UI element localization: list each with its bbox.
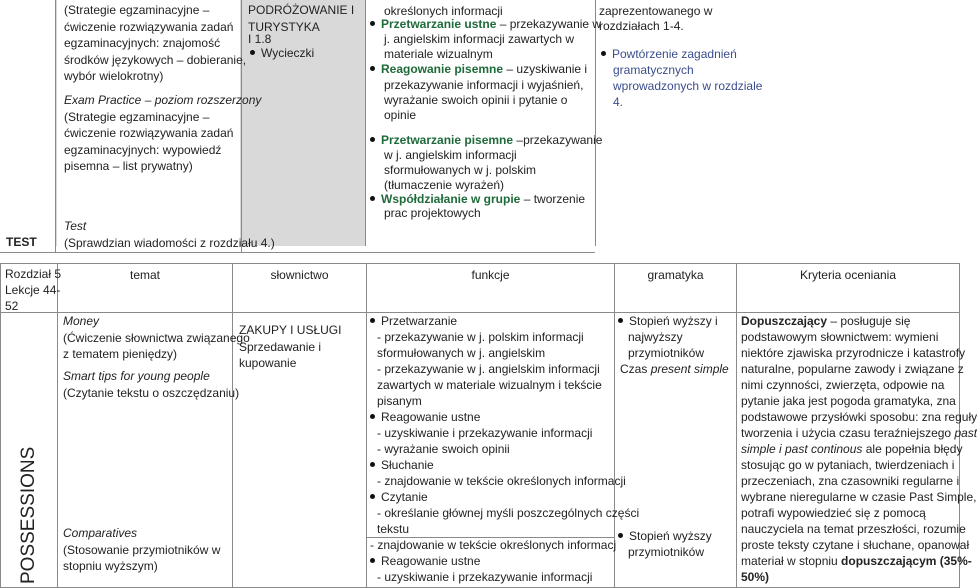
- func-text: – uzyskiwanie i: [503, 62, 588, 76]
- bullet-icon: [370, 137, 375, 142]
- criteria-line: [741, 441, 962, 458]
- criteria-text: ale popełnia błędy: [862, 442, 963, 456]
- func-line: - przekazywanie w j. polskim informacji: [377, 330, 584, 344]
- func-line: tekstu: [377, 522, 410, 536]
- exam-practice-title: Exam Practice – poziom rozszerzony: [64, 93, 262, 107]
- criteria-line: [741, 553, 972, 570]
- func-line: - wyrażanie swoich opinii: [377, 442, 510, 456]
- func-line: - uzyskiwanie i przekazywanie informacji: [377, 426, 593, 440]
- vocab-title: ZAKUPY I USŁUGI: [239, 323, 342, 337]
- bullet-icon: [370, 414, 375, 419]
- func-heading: Reagowanie ustne: [381, 410, 481, 424]
- func-item: [370, 489, 428, 506]
- func-heading: Słuchanie: [381, 458, 434, 472]
- gram-line: wprowadzonych w rozdziale: [613, 79, 763, 93]
- func-text: – tworzenie: [520, 192, 586, 206]
- func-heading: Reagowanie ustne: [381, 554, 481, 568]
- exam-practice-line: pisemna – list prywatny): [64, 159, 193, 173]
- criteria-line: naturalne, popularne zawody i związane z: [741, 362, 964, 376]
- criteria-line: podstawowym słownictwem: wymieni: [741, 330, 939, 344]
- grid-line: [0, 263, 1, 588]
- chapter-label: Rozdział 5: [5, 267, 62, 281]
- func-line: w j. angielskim informacji: [384, 148, 517, 162]
- bullet-icon: [370, 462, 375, 467]
- vocab-item-label: Wycieczki: [261, 46, 315, 60]
- gram-line: rozdziałach 1-4.: [599, 19, 684, 33]
- grid-line: [365, 0, 366, 246]
- topic-title: Money: [63, 314, 100, 328]
- exam-col-line: ćwiczenie rozwiązywania zadań: [64, 19, 234, 34]
- func-line: przekazywanie informacji i wyjaśnień,: [384, 78, 584, 92]
- criteria-text: – posługuje się: [827, 314, 911, 328]
- func-heading: Przetwarzanie pisemne: [381, 133, 517, 147]
- grid-line: [55, 0, 56, 252]
- func-line: - znajdowanie w tekście określonych informacji: [377, 474, 626, 488]
- grid-line: [736, 263, 737, 588]
- top-table-white-right: [595, 0, 960, 252]
- func-item: [370, 313, 457, 330]
- exam-col-line: środków językowych – dobieranie,: [64, 52, 247, 67]
- col-header-kryteria: Kryteria oceniania: [799, 268, 897, 282]
- vocab-title-line: TURYSTYKA: [248, 19, 320, 34]
- bullet-icon: [370, 494, 375, 499]
- topic-title: Smart tips for young people: [63, 369, 210, 383]
- vocab-line: kupowanie: [239, 356, 297, 370]
- gram-item-label: Stopień wyższy: [629, 529, 712, 543]
- gram-text-italic: present simple: [650, 362, 729, 376]
- criteria-line: nimi czynności, zwierzęta, odpowie na: [741, 378, 945, 392]
- criteria-line: [741, 313, 910, 330]
- criteria-line: stosując go w pytaniach, twierdzeniach i: [741, 458, 955, 472]
- func-item: [370, 457, 434, 474]
- func-line: pisanym: [377, 394, 422, 408]
- func-item: [370, 409, 480, 426]
- gram-line: najwyższy: [628, 330, 683, 344]
- func-line: opinie: [384, 108, 417, 122]
- func-line: j. angielskim informacji zawartych w: [384, 32, 575, 46]
- grid-line: [57, 263, 58, 588]
- func-line: - znajdowanie w tekście określonych informacj: [370, 538, 617, 552]
- col-header-funkcje: funkcje: [471, 268, 510, 282]
- func-heading: Współdziałanie w grupie: [381, 192, 521, 206]
- criteria-line: 50%): [741, 570, 770, 584]
- topic-line: (Czytanie tekstu o oszczędzaniu): [63, 385, 240, 400]
- func-line: - przekazywanie w j. angielskim informacji: [377, 362, 600, 376]
- bullet-icon: [370, 21, 375, 26]
- gram-line: przymiotników: [628, 346, 705, 360]
- func-line: - określanie głównej myśli poszczególnych części: [377, 506, 640, 520]
- criteria-line: przeczeniach, zna czasowniki regularne i: [741, 474, 960, 488]
- exam-col-line: egzaminacyjnych: znajomość: [64, 36, 221, 50]
- test-title: Test: [64, 219, 87, 233]
- topic-line: (Stosowanie przymiotników w: [63, 542, 221, 557]
- chapter-label: 52: [5, 299, 19, 313]
- col-header-gramatyka: gramatyka: [647, 268, 704, 282]
- grid-line: [241, 0, 242, 252]
- criteria-line: podstawowe przysłówki sposobu: zna reguły: [741, 410, 977, 424]
- func-line: sformułowanych w j. angielskim: [377, 346, 546, 360]
- test-desc: (Sprawdzian wiadomości z rozdziału 4.): [64, 235, 275, 250]
- topic-line: (Ćwiczenie słownictwa związanego: [63, 330, 250, 345]
- criteria-line: proste teksty czytane i słuchane, opanował: [741, 538, 970, 552]
- bullet-icon: [370, 196, 375, 201]
- gram-item: [618, 528, 712, 545]
- divider: [367, 537, 614, 538]
- chapter-label: Lekcje 44-: [5, 283, 61, 297]
- func-text: –przekazywanie: [516, 133, 603, 147]
- test-label: TEST: [6, 235, 37, 249]
- bullet-icon: [370, 558, 375, 563]
- criteria-line: [741, 425, 977, 442]
- gram-item-label: Stopień wyższy i: [629, 314, 718, 328]
- criteria-grade: Dopuszczający: [741, 314, 828, 328]
- gram-line: 4.: [613, 95, 624, 109]
- bullet-icon: [618, 318, 623, 323]
- criteria-line: pytanie jaka jest pogoda gramatyka, zna: [741, 394, 956, 408]
- exam-practice-line: egzaminacyjnych: wypowiedź: [64, 142, 222, 157]
- bullet-icon: [370, 66, 375, 71]
- gram-line: przymiotników: [628, 545, 705, 559]
- func-text: – przekazywanie w: [496, 17, 602, 31]
- criteria-text-italic: past: [954, 426, 977, 440]
- topic-line: z tematem pieniędzy): [63, 347, 178, 361]
- func-line: materiale wizualnym: [384, 47, 493, 61]
- gram-line: [620, 361, 729, 378]
- gram-item: [618, 313, 718, 330]
- func-heading: Czytanie: [381, 490, 428, 504]
- criteria-line: wybrane nieregularne w czasie Past Simple,: [741, 490, 977, 504]
- func-item: [370, 553, 480, 570]
- exam-col-line: wybór wielokrotny): [64, 69, 164, 83]
- section-label: POSSESSIONS: [18, 446, 39, 584]
- func-line: sformułowanych w j. polskim: [384, 163, 537, 177]
- criteria-line: nauczyciela na temat przeszłości, rozumie: [741, 522, 966, 536]
- func-line: zawartych w materiale wizualnym i tekście: [377, 378, 602, 392]
- col-header-slownictwo: słownictwo: [270, 268, 329, 282]
- col-header-temat: temat: [129, 268, 160, 282]
- func-heading: Przetwarzanie: [381, 314, 458, 328]
- func-heading: Reagowanie pisemne: [381, 62, 504, 76]
- criteria-text-bold: dopuszczającym (35%-: [841, 554, 972, 568]
- bullet-icon: [618, 533, 623, 538]
- exam-col-line: (Strategie egzaminacyjne –: [64, 3, 210, 17]
- bullet-icon: [601, 51, 606, 56]
- gram-line: gramatycznych: [613, 63, 694, 77]
- topic-title: Comparatives: [63, 526, 138, 540]
- grid-line: [232, 263, 233, 588]
- vocab-line: Sprzedawanie i: [239, 339, 322, 354]
- func-line: określonych informacji: [384, 4, 503, 18]
- bullet-icon: [370, 318, 375, 323]
- bullet-icon: [250, 50, 255, 55]
- func-line: wyrażanie swoich opinii i pytanie o: [384, 93, 568, 107]
- criteria-line: potrafi wypowiedzieć się z pomocą: [741, 506, 926, 520]
- gram-text: Czas: [620, 362, 651, 376]
- criteria-text-italic: simple i past continous: [741, 442, 863, 456]
- gram-bullet-label: Powtórzenie zagadnień: [612, 47, 737, 61]
- topic-line: stopniu wyższym): [63, 559, 158, 573]
- func-heading: Przetwarzanie ustne: [381, 17, 497, 31]
- grid-line: [366, 263, 367, 588]
- exam-practice-line: (Strategie egzaminacyjne –: [64, 109, 210, 124]
- vocab-ref: I 1.8: [248, 32, 272, 46]
- func-line: prac projektowych: [384, 206, 481, 220]
- criteria-line: niektóre zjawiska przyrodnicze i katastrofy: [741, 346, 966, 360]
- vocab-title-line: PODRÓŻOWANIE I: [248, 3, 355, 17]
- criteria-text: materiał w stopniu: [741, 554, 842, 568]
- func-reag-pis: [370, 61, 587, 78]
- vocab-item: [250, 45, 314, 62]
- criteria-text: tworzenia i użycia czasu teraźniejszego: [741, 426, 955, 440]
- exam-practice-line: ćwiczenie rozwiązywania zadań: [64, 126, 234, 140]
- grid-line: [595, 0, 596, 246]
- grid-line: [0, 252, 595, 253]
- gram-bullet: [601, 46, 737, 63]
- func-line: (tłumaczenie wyrażeń): [384, 178, 505, 192]
- func-line: - uzyskiwanie i przekazywanie informacji: [377, 570, 593, 584]
- grid-line: [0, 263, 960, 264]
- gram-line: zaprezentowanego w: [599, 4, 713, 18]
